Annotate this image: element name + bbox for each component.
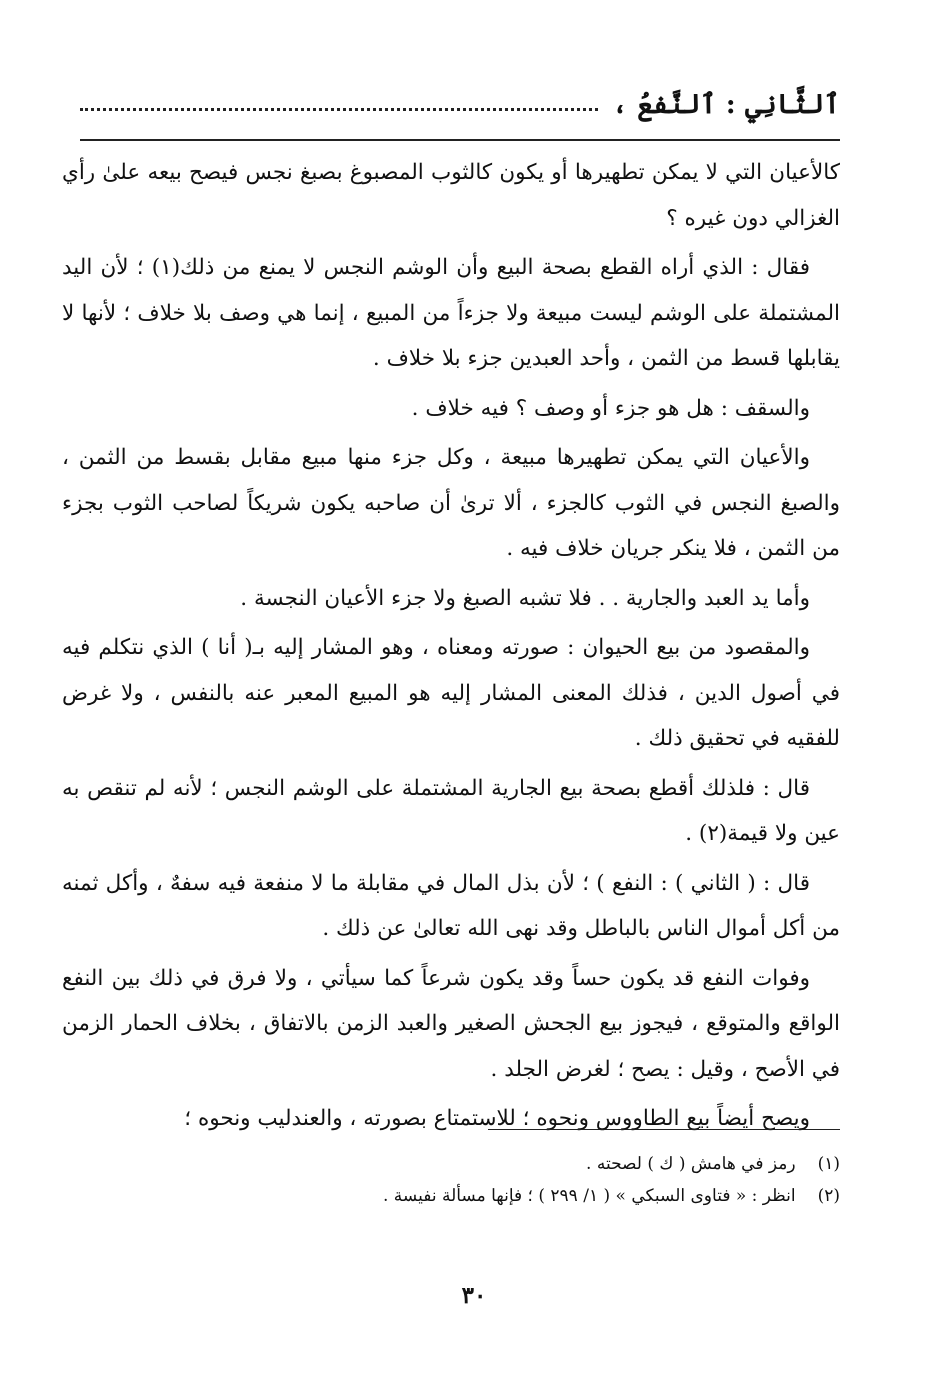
footnote-number: (١) [817,1154,840,1174]
paragraph: والسقف : هل هو جزء أو وصف ؟ فيه خلاف . [411,395,810,421]
paragraph: والأعيان التي يمكن تطهيرها مبيعة ، وكل جزء منها مبيع مقابل بقسط من الثمن ، والصبغ النجس في الثوب كالجزء ، ألا ترىٰ أن صاحبه يكون شريكاً لصاحب الثوب بجزء من الثمن ، فلا ينكر جريان خلاف فيه . [62,445,840,561]
footnote-2 [80,1180,840,1212]
paragraph: فقال : الذي أراه القطع بصحة البيع وأن الوشم النجس لا يمنع من ذلك(١) ؛ لأن اليد المشتملة على الوشم ليست مبيعة ولا جزءاً من المبيع ، إنما هي وصف بلا خلاف ؛ لأنها لا يقابلها قسط من الثمن ، وأحد العبدين جزء بلا خلاف . [62,255,840,371]
header-title: ٱلثَّانِي : ٱلنَّفعُ ، [611,88,840,120]
footnote-text: انظر : « فتاوى السبكي » ( ١/ ٢٩٩ ) ؛ فإنها مسألة نفيسة . [383,1186,796,1206]
running-header [80,82,840,126]
paragraph: وفوات النفع قد يكون حساً وقد يكون شرعاً كما سيأتي ، ولا فرق في ذلك بين النفع الواقع والمتوقع ، فيجوز بيع الجحش الصغير والعبد الزمن بالاتفاق ، بخلاف الحمار الزمن في الأصح ، وقيل : يصح ؛ لغرض الجلد . [62,965,840,1082]
header-dot-leader [80,108,598,111]
footnote-text: رمز في هامش ( ك ) لصحته . [586,1154,796,1174]
paragraph: ويصح أيضاً بيع الطاووس ونحوه ؛ للاستمتاع بصورته ، والعندليب ونحوه ؛ [184,1106,810,1131]
paragraph: والمقصود من بيع الحيوان : صورته ومعناه ، وهو المشار إليه بـ( أنا ) الذي نتكلم فيه في أصول الدين ، فذلك المعنى المشار إليه هو المبيع المعبر عنه بالنفس ، ولا غرض للفقيه في تحقيق ذلك . [62,635,840,751]
paragraph: وأما يد العبد والجارية . . فلا تشبه الصبغ ولا جزء الأعيان النجسة . [240,585,810,611]
header-rule [80,139,840,141]
paragraph: قال : فلذلك أقطع بصحة بيع الجارية المشتملة على الوشم النجس ؛ لأنه لم تنقص به عين ولا قيمة(٢) . [62,775,840,846]
main-text [62,150,840,1146]
footnotes [80,1148,840,1212]
footnote-number: (٢) [817,1186,840,1206]
footnote-separator [488,1129,840,1130]
paragraph: كالأعيان التي لا يمكن تطهيرها أو يكون كالثوب المصبوغ بصبغ نجس فيصح بيعه علىٰ رأي الغزالي دون غيره ؟ [62,160,840,231]
paragraph: قال : ( الثاني ) : النفع ) ؛ لأن بذل المال في مقابلة ما لا منفعة فيه سفهٌ ، وأكل ثمنه من أكل أموال الناس بالباطل وقد نهى الله تعالىٰ عن ذلك . [62,870,840,941]
page-number: ٣٠ [461,1282,487,1309]
footnote-1 [80,1148,840,1180]
